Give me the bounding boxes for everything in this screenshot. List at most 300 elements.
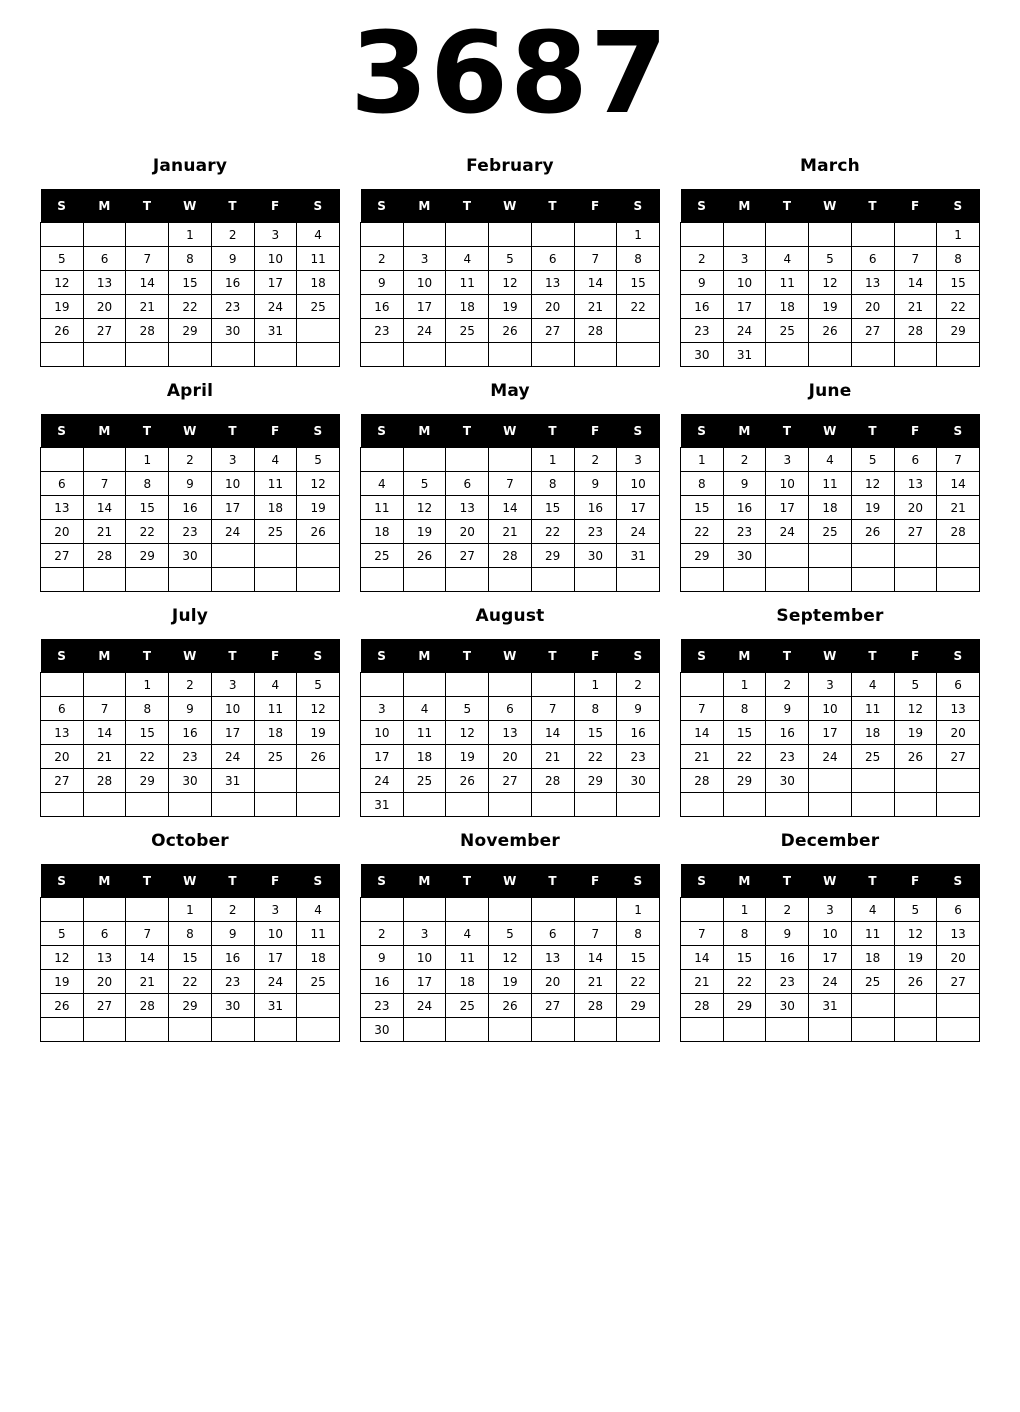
day-cell[interactable]: 20: [894, 496, 937, 520]
day-cell[interactable]: 13: [937, 922, 980, 946]
day-cell[interactable]: 2: [723, 448, 766, 472]
day-cell[interactable]: 18: [361, 520, 404, 544]
day-cell[interactable]: 2: [169, 673, 212, 697]
day-cell[interactable]: 25: [403, 769, 446, 793]
day-cell[interactable]: 8: [126, 697, 169, 721]
day-cell[interactable]: [489, 568, 532, 592]
day-cell[interactable]: [211, 544, 254, 568]
day-cell[interactable]: 21: [126, 295, 169, 319]
day-cell[interactable]: [403, 448, 446, 472]
day-cell[interactable]: 15: [723, 721, 766, 745]
day-cell[interactable]: [361, 568, 404, 592]
day-cell[interactable]: 30: [766, 769, 809, 793]
day-cell[interactable]: 22: [937, 295, 980, 319]
day-cell[interactable]: 6: [41, 697, 84, 721]
day-cell[interactable]: 29: [531, 544, 574, 568]
day-cell[interactable]: 25: [809, 520, 852, 544]
day-cell[interactable]: 9: [681, 271, 724, 295]
day-cell[interactable]: 20: [937, 721, 980, 745]
day-cell[interactable]: 18: [297, 946, 340, 970]
day-cell[interactable]: 6: [83, 247, 126, 271]
day-cell[interactable]: 3: [211, 448, 254, 472]
day-cell[interactable]: 24: [254, 295, 297, 319]
day-cell[interactable]: [723, 793, 766, 817]
day-cell[interactable]: 11: [809, 472, 852, 496]
day-cell[interactable]: 9: [169, 697, 212, 721]
day-cell[interactable]: 23: [211, 970, 254, 994]
day-cell[interactable]: [254, 1018, 297, 1042]
day-cell[interactable]: 10: [617, 472, 660, 496]
day-cell[interactable]: 24: [766, 520, 809, 544]
day-cell[interactable]: 6: [531, 247, 574, 271]
day-cell[interactable]: 27: [531, 994, 574, 1018]
day-cell[interactable]: 10: [361, 721, 404, 745]
day-cell[interactable]: [297, 769, 340, 793]
day-cell[interactable]: 23: [617, 745, 660, 769]
day-cell[interactable]: [446, 898, 489, 922]
day-cell[interactable]: 21: [531, 745, 574, 769]
day-cell[interactable]: [83, 343, 126, 367]
day-cell[interactable]: 5: [297, 448, 340, 472]
day-cell[interactable]: [723, 568, 766, 592]
day-cell[interactable]: 17: [723, 295, 766, 319]
day-cell[interactable]: 14: [574, 946, 617, 970]
day-cell[interactable]: 15: [126, 721, 169, 745]
day-cell[interactable]: 11: [254, 472, 297, 496]
day-cell[interactable]: 15: [937, 271, 980, 295]
day-cell[interactable]: 4: [297, 898, 340, 922]
day-cell[interactable]: 31: [254, 319, 297, 343]
day-cell[interactable]: 15: [574, 721, 617, 745]
day-cell[interactable]: 12: [489, 271, 532, 295]
day-cell[interactable]: [574, 1018, 617, 1042]
day-cell[interactable]: [617, 343, 660, 367]
day-cell[interactable]: 19: [297, 496, 340, 520]
day-cell[interactable]: 29: [681, 544, 724, 568]
day-cell[interactable]: 24: [211, 745, 254, 769]
day-cell[interactable]: [297, 544, 340, 568]
day-cell[interactable]: 2: [766, 898, 809, 922]
day-cell[interactable]: [297, 568, 340, 592]
day-cell[interactable]: 5: [851, 448, 894, 472]
day-cell[interactable]: 23: [766, 745, 809, 769]
day-cell[interactable]: 31: [211, 769, 254, 793]
day-cell[interactable]: 26: [489, 319, 532, 343]
day-cell[interactable]: [297, 994, 340, 1018]
day-cell[interactable]: [809, 769, 852, 793]
day-cell[interactable]: [126, 1018, 169, 1042]
day-cell[interactable]: [937, 343, 980, 367]
day-cell[interactable]: 29: [126, 544, 169, 568]
day-cell[interactable]: 24: [723, 319, 766, 343]
day-cell[interactable]: 5: [489, 922, 532, 946]
day-cell[interactable]: 6: [894, 448, 937, 472]
day-cell[interactable]: 3: [403, 247, 446, 271]
day-cell[interactable]: 31: [723, 343, 766, 367]
day-cell[interactable]: 14: [83, 721, 126, 745]
day-cell[interactable]: 7: [937, 448, 980, 472]
day-cell[interactable]: 23: [681, 319, 724, 343]
day-cell[interactable]: 25: [254, 745, 297, 769]
day-cell[interactable]: [446, 793, 489, 817]
day-cell[interactable]: [851, 1018, 894, 1042]
day-cell[interactable]: 3: [809, 673, 852, 697]
day-cell[interactable]: 18: [851, 721, 894, 745]
day-cell[interactable]: 20: [851, 295, 894, 319]
day-cell[interactable]: 22: [723, 745, 766, 769]
day-cell[interactable]: 16: [681, 295, 724, 319]
day-cell[interactable]: 1: [681, 448, 724, 472]
day-cell[interactable]: 28: [681, 769, 724, 793]
day-cell[interactable]: [489, 898, 532, 922]
day-cell[interactable]: 21: [681, 745, 724, 769]
day-cell[interactable]: 22: [681, 520, 724, 544]
day-cell[interactable]: 29: [723, 994, 766, 1018]
day-cell[interactable]: 14: [681, 721, 724, 745]
day-cell[interactable]: 25: [254, 520, 297, 544]
day-cell[interactable]: 10: [211, 472, 254, 496]
day-cell[interactable]: 28: [574, 319, 617, 343]
day-cell[interactable]: [574, 223, 617, 247]
day-cell[interactable]: 28: [83, 544, 126, 568]
day-cell[interactable]: [681, 568, 724, 592]
day-cell[interactable]: 21: [937, 496, 980, 520]
day-cell[interactable]: [446, 673, 489, 697]
day-cell[interactable]: 13: [41, 721, 84, 745]
day-cell[interactable]: [937, 994, 980, 1018]
day-cell[interactable]: 18: [446, 970, 489, 994]
day-cell[interactable]: 6: [41, 472, 84, 496]
day-cell[interactable]: [851, 544, 894, 568]
day-cell[interactable]: [489, 223, 532, 247]
day-cell[interactable]: 7: [531, 697, 574, 721]
day-cell[interactable]: 26: [297, 745, 340, 769]
day-cell[interactable]: 10: [403, 946, 446, 970]
day-cell[interactable]: 18: [446, 295, 489, 319]
day-cell[interactable]: 9: [766, 697, 809, 721]
day-cell[interactable]: 4: [254, 673, 297, 697]
day-cell[interactable]: [41, 448, 84, 472]
day-cell[interactable]: 1: [723, 898, 766, 922]
day-cell[interactable]: 22: [126, 520, 169, 544]
day-cell[interactable]: [446, 343, 489, 367]
day-cell[interactable]: [851, 769, 894, 793]
day-cell[interactable]: [403, 673, 446, 697]
day-cell[interactable]: 5: [894, 673, 937, 697]
day-cell[interactable]: [894, 568, 937, 592]
day-cell[interactable]: 27: [851, 319, 894, 343]
day-cell[interactable]: [41, 568, 84, 592]
day-cell[interactable]: 18: [403, 745, 446, 769]
day-cell[interactable]: 14: [531, 721, 574, 745]
day-cell[interactable]: 30: [574, 544, 617, 568]
day-cell[interactable]: 1: [617, 898, 660, 922]
day-cell[interactable]: 22: [723, 970, 766, 994]
day-cell[interactable]: 10: [809, 922, 852, 946]
day-cell[interactable]: 11: [297, 922, 340, 946]
day-cell[interactable]: [766, 1018, 809, 1042]
day-cell[interactable]: 8: [937, 247, 980, 271]
day-cell[interactable]: [83, 1018, 126, 1042]
day-cell[interactable]: 11: [403, 721, 446, 745]
day-cell[interactable]: 12: [41, 271, 84, 295]
day-cell[interactable]: 6: [531, 922, 574, 946]
day-cell[interactable]: 20: [937, 946, 980, 970]
day-cell[interactable]: 1: [126, 673, 169, 697]
day-cell[interactable]: [894, 544, 937, 568]
day-cell[interactable]: [617, 568, 660, 592]
day-cell[interactable]: 8: [169, 922, 212, 946]
day-cell[interactable]: 27: [937, 970, 980, 994]
day-cell[interactable]: [809, 343, 852, 367]
day-cell[interactable]: 15: [531, 496, 574, 520]
day-cell[interactable]: [681, 898, 724, 922]
day-cell[interactable]: 8: [723, 922, 766, 946]
day-cell[interactable]: 2: [766, 673, 809, 697]
day-cell[interactable]: 31: [809, 994, 852, 1018]
day-cell[interactable]: 16: [766, 946, 809, 970]
day-cell[interactable]: [211, 568, 254, 592]
day-cell[interactable]: 18: [809, 496, 852, 520]
day-cell[interactable]: [41, 223, 84, 247]
day-cell[interactable]: 17: [211, 721, 254, 745]
day-cell[interactable]: [169, 568, 212, 592]
day-cell[interactable]: 17: [809, 946, 852, 970]
day-cell[interactable]: 7: [574, 247, 617, 271]
day-cell[interactable]: 20: [446, 520, 489, 544]
day-cell[interactable]: 30: [169, 544, 212, 568]
day-cell[interactable]: 19: [489, 970, 532, 994]
day-cell[interactable]: 18: [851, 946, 894, 970]
day-cell[interactable]: 26: [894, 745, 937, 769]
day-cell[interactable]: 8: [723, 697, 766, 721]
day-cell[interactable]: 1: [723, 673, 766, 697]
day-cell[interactable]: 9: [169, 472, 212, 496]
day-cell[interactable]: 9: [617, 697, 660, 721]
day-cell[interactable]: 28: [574, 994, 617, 1018]
day-cell[interactable]: 21: [574, 295, 617, 319]
day-cell[interactable]: 8: [617, 247, 660, 271]
day-cell[interactable]: [211, 343, 254, 367]
day-cell[interactable]: 14: [894, 271, 937, 295]
day-cell[interactable]: [937, 793, 980, 817]
day-cell[interactable]: 13: [446, 496, 489, 520]
day-cell[interactable]: [169, 1018, 212, 1042]
day-cell[interactable]: 11: [297, 247, 340, 271]
day-cell[interactable]: 14: [489, 496, 532, 520]
day-cell[interactable]: [574, 343, 617, 367]
day-cell[interactable]: 14: [574, 271, 617, 295]
day-cell[interactable]: 23: [574, 520, 617, 544]
day-cell[interactable]: [809, 1018, 852, 1042]
day-cell[interactable]: 23: [361, 994, 404, 1018]
day-cell[interactable]: 2: [681, 247, 724, 271]
day-cell[interactable]: 23: [766, 970, 809, 994]
day-cell[interactable]: 2: [211, 898, 254, 922]
day-cell[interactable]: 25: [851, 745, 894, 769]
day-cell[interactable]: 25: [851, 970, 894, 994]
day-cell[interactable]: [41, 673, 84, 697]
day-cell[interactable]: [403, 223, 446, 247]
day-cell[interactable]: 21: [574, 970, 617, 994]
day-cell[interactable]: 11: [446, 271, 489, 295]
day-cell[interactable]: 6: [937, 673, 980, 697]
day-cell[interactable]: 22: [531, 520, 574, 544]
day-cell[interactable]: 2: [361, 247, 404, 271]
day-cell[interactable]: 22: [126, 745, 169, 769]
day-cell[interactable]: 9: [361, 271, 404, 295]
day-cell[interactable]: 7: [126, 922, 169, 946]
day-cell[interactable]: 16: [574, 496, 617, 520]
day-cell[interactable]: 15: [617, 271, 660, 295]
day-cell[interactable]: 26: [894, 970, 937, 994]
day-cell[interactable]: 20: [41, 745, 84, 769]
day-cell[interactable]: [851, 343, 894, 367]
day-cell[interactable]: 24: [809, 745, 852, 769]
day-cell[interactable]: [489, 343, 532, 367]
day-cell[interactable]: 12: [403, 496, 446, 520]
day-cell[interactable]: [361, 673, 404, 697]
day-cell[interactable]: 29: [126, 769, 169, 793]
day-cell[interactable]: [254, 568, 297, 592]
day-cell[interactable]: 2: [169, 448, 212, 472]
day-cell[interactable]: 26: [297, 520, 340, 544]
day-cell[interactable]: 30: [211, 994, 254, 1018]
day-cell[interactable]: [446, 1018, 489, 1042]
day-cell[interactable]: [403, 898, 446, 922]
day-cell[interactable]: [126, 343, 169, 367]
day-cell[interactable]: [297, 793, 340, 817]
day-cell[interactable]: [83, 898, 126, 922]
day-cell[interactable]: 27: [894, 520, 937, 544]
day-cell[interactable]: 26: [403, 544, 446, 568]
day-cell[interactable]: 25: [446, 319, 489, 343]
day-cell[interactable]: 4: [851, 898, 894, 922]
day-cell[interactable]: 24: [403, 994, 446, 1018]
day-cell[interactable]: 16: [723, 496, 766, 520]
day-cell[interactable]: 30: [723, 544, 766, 568]
day-cell[interactable]: [41, 793, 84, 817]
day-cell[interactable]: 1: [937, 223, 980, 247]
day-cell[interactable]: 16: [169, 496, 212, 520]
day-cell[interactable]: [41, 343, 84, 367]
day-cell[interactable]: 26: [41, 994, 84, 1018]
day-cell[interactable]: [531, 343, 574, 367]
day-cell[interactable]: 13: [531, 271, 574, 295]
day-cell[interactable]: 28: [681, 994, 724, 1018]
day-cell[interactable]: [809, 568, 852, 592]
day-cell[interactable]: 28: [531, 769, 574, 793]
day-cell[interactable]: [446, 448, 489, 472]
day-cell[interactable]: 30: [617, 769, 660, 793]
day-cell[interactable]: 9: [211, 247, 254, 271]
day-cell[interactable]: 13: [531, 946, 574, 970]
day-cell[interactable]: 25: [297, 295, 340, 319]
day-cell[interactable]: 1: [574, 673, 617, 697]
day-cell[interactable]: 8: [574, 697, 617, 721]
day-cell[interactable]: 25: [297, 970, 340, 994]
day-cell[interactable]: 19: [41, 970, 84, 994]
day-cell[interactable]: 9: [766, 922, 809, 946]
day-cell[interactable]: 12: [297, 697, 340, 721]
day-cell[interactable]: 25: [446, 994, 489, 1018]
day-cell[interactable]: [403, 343, 446, 367]
day-cell[interactable]: [126, 568, 169, 592]
day-cell[interactable]: [254, 544, 297, 568]
day-cell[interactable]: 1: [169, 898, 212, 922]
day-cell[interactable]: 8: [169, 247, 212, 271]
day-cell[interactable]: 10: [254, 247, 297, 271]
day-cell[interactable]: 1: [531, 448, 574, 472]
day-cell[interactable]: 20: [531, 970, 574, 994]
day-cell[interactable]: 27: [489, 769, 532, 793]
day-cell[interactable]: 19: [489, 295, 532, 319]
day-cell[interactable]: 3: [254, 223, 297, 247]
day-cell[interactable]: 18: [297, 271, 340, 295]
day-cell[interactable]: [361, 223, 404, 247]
day-cell[interactable]: 24: [617, 520, 660, 544]
day-cell[interactable]: 2: [211, 223, 254, 247]
day-cell[interactable]: 5: [489, 247, 532, 271]
day-cell[interactable]: [403, 568, 446, 592]
day-cell[interactable]: 18: [254, 721, 297, 745]
day-cell[interactable]: 14: [937, 472, 980, 496]
day-cell[interactable]: [617, 793, 660, 817]
day-cell[interactable]: 26: [851, 520, 894, 544]
day-cell[interactable]: [41, 1018, 84, 1042]
day-cell[interactable]: 11: [446, 946, 489, 970]
day-cell[interactable]: [723, 223, 766, 247]
day-cell[interactable]: 14: [83, 496, 126, 520]
day-cell[interactable]: 5: [41, 922, 84, 946]
day-cell[interactable]: 24: [254, 970, 297, 994]
day-cell[interactable]: 23: [361, 319, 404, 343]
day-cell[interactable]: 29: [169, 994, 212, 1018]
day-cell[interactable]: [766, 343, 809, 367]
day-cell[interactable]: 7: [126, 247, 169, 271]
day-cell[interactable]: 17: [617, 496, 660, 520]
day-cell[interactable]: 6: [489, 697, 532, 721]
day-cell[interactable]: 12: [446, 721, 489, 745]
day-cell[interactable]: [83, 568, 126, 592]
day-cell[interactable]: 4: [361, 472, 404, 496]
day-cell[interactable]: [617, 319, 660, 343]
day-cell[interactable]: [41, 898, 84, 922]
day-cell[interactable]: 11: [851, 697, 894, 721]
day-cell[interactable]: [894, 343, 937, 367]
day-cell[interactable]: 2: [574, 448, 617, 472]
day-cell[interactable]: [446, 223, 489, 247]
day-cell[interactable]: 25: [766, 319, 809, 343]
day-cell[interactable]: 16: [617, 721, 660, 745]
day-cell[interactable]: 24: [809, 970, 852, 994]
day-cell[interactable]: 11: [361, 496, 404, 520]
day-cell[interactable]: 1: [617, 223, 660, 247]
day-cell[interactable]: 4: [851, 673, 894, 697]
day-cell[interactable]: 13: [851, 271, 894, 295]
day-cell[interactable]: [83, 448, 126, 472]
day-cell[interactable]: [809, 544, 852, 568]
day-cell[interactable]: 9: [361, 946, 404, 970]
day-cell[interactable]: [766, 568, 809, 592]
day-cell[interactable]: 19: [894, 946, 937, 970]
day-cell[interactable]: 22: [574, 745, 617, 769]
day-cell[interactable]: [169, 343, 212, 367]
day-cell[interactable]: 13: [83, 946, 126, 970]
day-cell[interactable]: 27: [937, 745, 980, 769]
day-cell[interactable]: [489, 673, 532, 697]
day-cell[interactable]: 3: [211, 673, 254, 697]
